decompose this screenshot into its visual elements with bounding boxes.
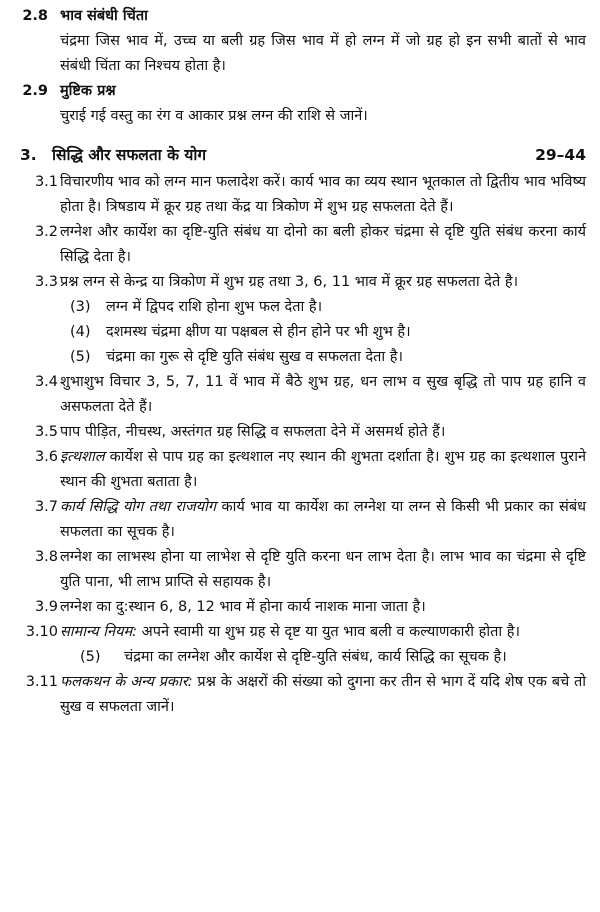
item-3-9 — [0, 595, 600, 620]
item-emphasis: सामान्य नियम: — [60, 624, 138, 640]
entry-number: 2.9 — [22, 83, 48, 99]
item-number: (3) — [70, 299, 91, 315]
item-text: पाप पीड़ित, नीचस्थ, अस्तंगत ग्रह सिद्धि व सफलता देने में असमर्थ होते हैं। — [60, 424, 446, 440]
item-text: लग्नेश का लाभस्थ होना या लाभेश से दृष्टि युति करना धन लाभ देता है। लाभ भाव का चंद्रमा से दृष्टि युति पाना, भी लाभ प्राप्ति से सहायक है। — [60, 549, 586, 590]
item-number: 3.5 — [34, 424, 58, 440]
item-number: 3.8 — [34, 549, 58, 565]
section-heading — [0, 143, 600, 168]
item-emphasis: फलकथन के अन्य प्रकार: — [60, 674, 193, 690]
item-number: 3.1 — [34, 174, 58, 190]
item-3-2 — [0, 220, 600, 270]
item-number: 3.2 — [34, 224, 58, 240]
section-page-range: 29–44 — [535, 146, 586, 164]
item-text: लग्न में द्विपद राशि होना शुभ फल देता है। — [106, 299, 323, 315]
section-title: सिद्धि और सफलता के योग — [52, 146, 207, 164]
item-text: चंद्रमा का लग्नेश और कार्येश से दृष्टि-युति संबंध, कार्य सिद्धि का सूचक है। — [124, 649, 507, 665]
entry-text: चंद्रमा जिस भाव में, उच्च या बली ग्रह जिस भाव में हो लग्न में जो ग्रह हो इन सभी बातों से भाव संबंधी चिंता का निश्चय होता है। — [60, 33, 586, 74]
item-3-3 — [0, 270, 600, 295]
sub-item-5b — [0, 645, 600, 670]
item-text: अपने स्वामी या शुभ ग्रह से दृष्ट या युत भाव बली व कल्याणकारी होता है। — [141, 624, 520, 640]
item-number: 3.9 — [34, 599, 58, 615]
entry-number: 2.8 — [22, 8, 48, 24]
section-number: 3. — [20, 146, 37, 164]
item-3-4 — [0, 370, 600, 420]
item-emphasis: इत्थशाल — [60, 449, 105, 465]
item-3-1 — [0, 170, 600, 220]
item-3-8 — [0, 545, 600, 595]
item-text: दशमस्थ चंद्रमा क्षीण या पक्षबल से हीन होने पर भी शुभ है। — [106, 324, 411, 340]
entry-2-8 — [0, 4, 600, 79]
item-number: (4) — [70, 324, 91, 340]
item-text: प्रश्न लग्न से केन्द्र या त्रिकोण में शुभ ग्रह तथा 3, 6, 11 भाव में क्रूर ग्रह सफलता देते है। — [60, 274, 519, 290]
item-number: 3.4 — [34, 374, 58, 390]
item-3-7 — [0, 495, 600, 545]
item-number: (5) — [80, 649, 101, 665]
item-3-10 — [0, 620, 600, 645]
item-text: लग्नेश का दु:स्थान 6, 8, 12 भाव में होना कार्य नाशक माना जाता है। — [60, 599, 426, 615]
item-text: शुभाशुभ विचार 3, 5, 7, 11 वें भाव में बैठे शुभ ग्रह, धन लाभ व सुख बृद्धि तो पाप ग्रह हानि व असफलता देते हैं। — [60, 374, 586, 415]
item-text: कार्य भाव या कार्येश का लग्नेश या लग्न से किसी भी प्रकार का संबंध सफलता का सूचक है। — [60, 499, 587, 540]
entry-2-9 — [0, 79, 600, 129]
item-3-5 — [0, 420, 600, 445]
item-text: चंद्रमा का गुरू से दृष्टि युति संबंध सुख व सफलता देता है। — [106, 349, 403, 365]
entry-title: मुष्टिक प्रश्न — [60, 83, 116, 99]
item-number: 3.3 — [34, 274, 58, 290]
item-number: 3.7 — [34, 499, 58, 515]
document-page — [0, 4, 600, 720]
sub-item-4 — [0, 320, 600, 345]
item-number: (5) — [70, 349, 91, 365]
sub-item-5 — [0, 345, 600, 370]
item-emphasis: कार्य सिद्धि योग तथा राजयोग — [60, 499, 217, 515]
item-text: प्रश्न के अक्षरों की संख्या को दुगना कर तीन से भाग दें यदि शेष एक बचे तो सुख व सफलता जानें। — [60, 674, 586, 715]
item-text: विचारणीय भाव को लग्न मान फलादेश करें। कार्य भाव का व्यय स्थान भूतकाल तो द्वितीय भाव भविष्य होता है। त्रिषडाय में क्रूर ग्रह तथा केंद्र या त्रिकोण में शुभ ग्रह सफलता देते हैं। — [60, 174, 586, 215]
item-3-6 — [0, 445, 600, 495]
item-number: 3.6 — [34, 449, 58, 465]
item-3-11 — [0, 670, 600, 720]
item-number: 3.11 — [25, 674, 58, 690]
entry-text: चुराई गई वस्तु का रंग व आकार प्रश्न लग्न की राशि से जानें। — [60, 108, 368, 124]
sub-item-3 — [0, 295, 600, 320]
entry-title: भाव संबंधी चिंता — [60, 8, 148, 24]
item-text: लग्नेश और कार्येश का दृष्टि-युति संबंध या दोनो का बली होकर चंद्रमा से दृष्टि युति संबंध करना कार्य सिद्धि देता है। — [60, 224, 586, 265]
item-number: 3.10 — [25, 624, 58, 640]
item-text: कार्येश से पाप ग्रह का इत्थशाल नए स्थान की शुभता दर्शाता है। शुभ ग्रह का इत्थशाल पुराने स्थान की शुभता बताता है। — [60, 449, 586, 490]
